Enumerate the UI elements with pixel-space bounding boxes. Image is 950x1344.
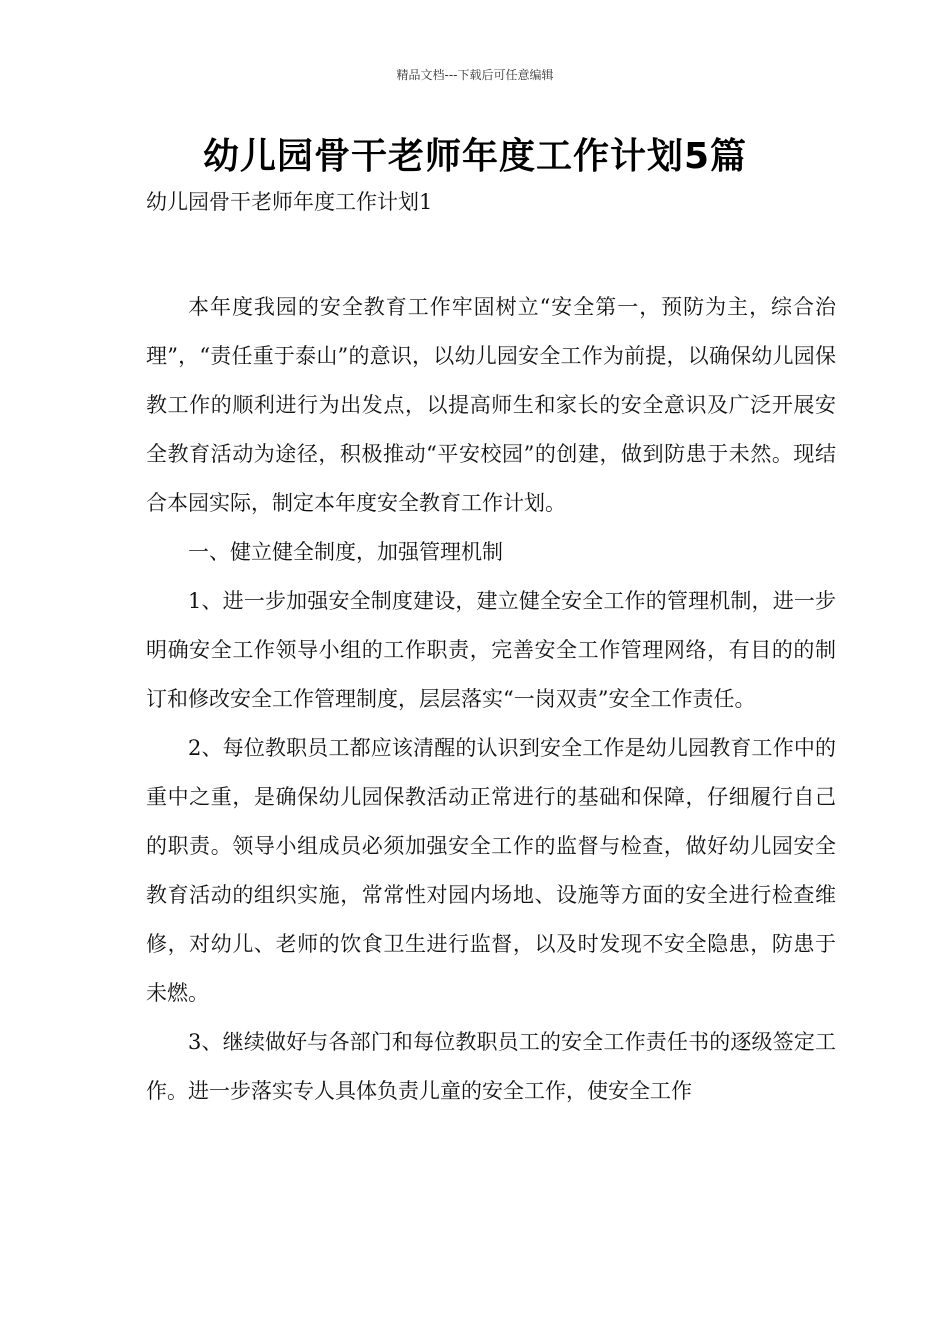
paragraph-intro: 本年度我园的安全教育工作牢固树立“安全第一，预防为主，综合治理”，“责任重于泰山”的意识，以幼儿园安全工作为前提，以确保幼儿园保教工作的顺利进行为出发点，以提高师生和家长的安全意识及广泛开展安全教育活动为途径，积极推动“平安校园”的创建，做到防患于未然。现结合本园实际，制定本年度安全教育工作计划。 xyxy=(146,295,836,515)
header-note: 精品文档---下载后可任意编辑 xyxy=(396,68,554,82)
paragraph-item-3: 3、继续做好与各部门和每位教职员工的安全工作责任书的逐级签定工作。进一步落实专人具体负责儿童的安全工作，使安全工作 xyxy=(146,1030,836,1103)
document-subtitle: 幼儿园骨干老师年度工作计划1 xyxy=(146,190,433,214)
paragraph-item-1: 1、进一步加强安全制度建设，建立健全安全工作的管理机制，进一步明确安全工作领导小组的工作职责，完善安全工作管理网络，有目的的制订和修改安全工作管理制度，层层落实“一岗双责”安全工作责任。 xyxy=(146,589,836,711)
document-title: 幼儿园骨干老师年度工作计划5篇 xyxy=(202,136,748,177)
paragraph-item-2: 2、每位教职员工都应该清醒的认识到安全工作是幼儿园教育工作中的重中之重，是确保幼儿园保教活动正常进行的基础和保障，仔细履行自己的职责。领导小组成员必须加强安全工作的监督与检查，做好幼儿园安全教育活动的组织实施，常常性对园内场地、设施等方面的安全进行检查维修，对幼儿、老师的饮食卫生进行监督，以及时发现不安全隐患，防患于未燃。 xyxy=(146,736,836,1005)
document-body xyxy=(146,283,836,1116)
section-heading: 一、健立健全制度，加强管理机制 xyxy=(188,540,503,564)
